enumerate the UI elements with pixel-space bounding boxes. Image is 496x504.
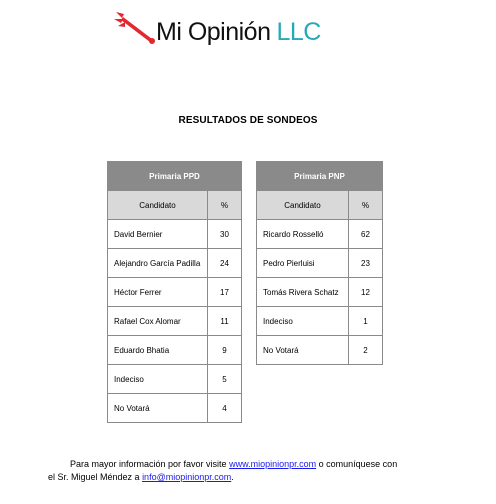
- footer-text: el Sr. Miguel Méndez a: [48, 472, 140, 482]
- table-row: [108, 307, 242, 336]
- table-header-row: [257, 162, 383, 191]
- candidate-name: Indeciso: [108, 365, 208, 394]
- candidate-percent: 30: [208, 220, 242, 249]
- table-row: [257, 220, 383, 249]
- candidate-percent: 12: [349, 278, 383, 307]
- company-logo: [112, 8, 342, 52]
- column-header-percent: %: [208, 191, 242, 220]
- candidate-name: No Votará: [257, 336, 349, 365]
- candidate-percent: 23: [349, 249, 383, 278]
- website-link[interactable]: www.miopinionpr.com: [229, 459, 317, 469]
- table-header: Primaria PNP: [257, 162, 383, 191]
- table-row: [108, 336, 242, 365]
- candidate-percent: 62: [349, 220, 383, 249]
- candidate-name: Héctor Ferrer: [108, 278, 208, 307]
- table-header: Primaria PPD: [108, 162, 242, 191]
- candidate-name: Indeciso: [257, 307, 349, 336]
- candidate-percent: 11: [208, 307, 242, 336]
- logo-wordmark: [156, 18, 321, 47]
- candidate-percent: 2: [349, 336, 383, 365]
- footer-line-1: [48, 458, 452, 471]
- results-table-pnp: [256, 161, 383, 365]
- candidate-name: Alejandro García Padilla: [108, 249, 208, 278]
- table-row: [257, 336, 383, 365]
- column-header-candidate: Candidato: [108, 191, 208, 220]
- candidate-name: David Bernier: [108, 220, 208, 249]
- table-row: [257, 307, 383, 336]
- footer-text: Para mayor información por favor visite: [70, 459, 227, 469]
- candidate-percent: 4: [208, 394, 242, 423]
- logo-suffix: LLC: [276, 18, 321, 46]
- candidate-name: Eduardo Bhatia: [108, 336, 208, 365]
- footer-text: .: [231, 472, 234, 482]
- table-row: [108, 249, 242, 278]
- candidate-percent: 17: [208, 278, 242, 307]
- candidate-name: Tomás Rivera Schatz: [257, 278, 349, 307]
- contact-footer: [48, 458, 452, 484]
- column-header-row: [108, 191, 242, 220]
- page-title: RESULTADOS DE SONDEOS: [178, 115, 318, 126]
- footer-text: o comuníquese con: [318, 459, 398, 469]
- candidate-name: Pedro Pierluisi: [257, 249, 349, 278]
- column-header-candidate: Candidato: [257, 191, 349, 220]
- logo-name: Mi Opinión: [156, 18, 271, 46]
- candidate-percent: 24: [208, 249, 242, 278]
- email-link[interactable]: info@miopinionpr.com: [142, 472, 232, 482]
- table-row: [108, 278, 242, 307]
- candidate-percent: 5: [208, 365, 242, 394]
- table-row: [108, 394, 242, 423]
- table-row: [257, 249, 383, 278]
- candidate-name: Rafael Cox Alomar: [108, 307, 208, 336]
- table-row: [108, 365, 242, 394]
- candidate-name: No Votará: [108, 394, 208, 423]
- dart-icon: [112, 8, 156, 52]
- footer-line-2: [48, 471, 452, 484]
- table-row: [108, 220, 242, 249]
- candidate-name: Ricardo Rosselló: [257, 220, 349, 249]
- table-row: [257, 278, 383, 307]
- candidate-percent: 1: [349, 307, 383, 336]
- candidate-percent: 9: [208, 336, 242, 365]
- results-table-ppd: [107, 161, 242, 423]
- column-header-row: [257, 191, 383, 220]
- table-header-row: [108, 162, 242, 191]
- column-header-percent: %: [349, 191, 383, 220]
